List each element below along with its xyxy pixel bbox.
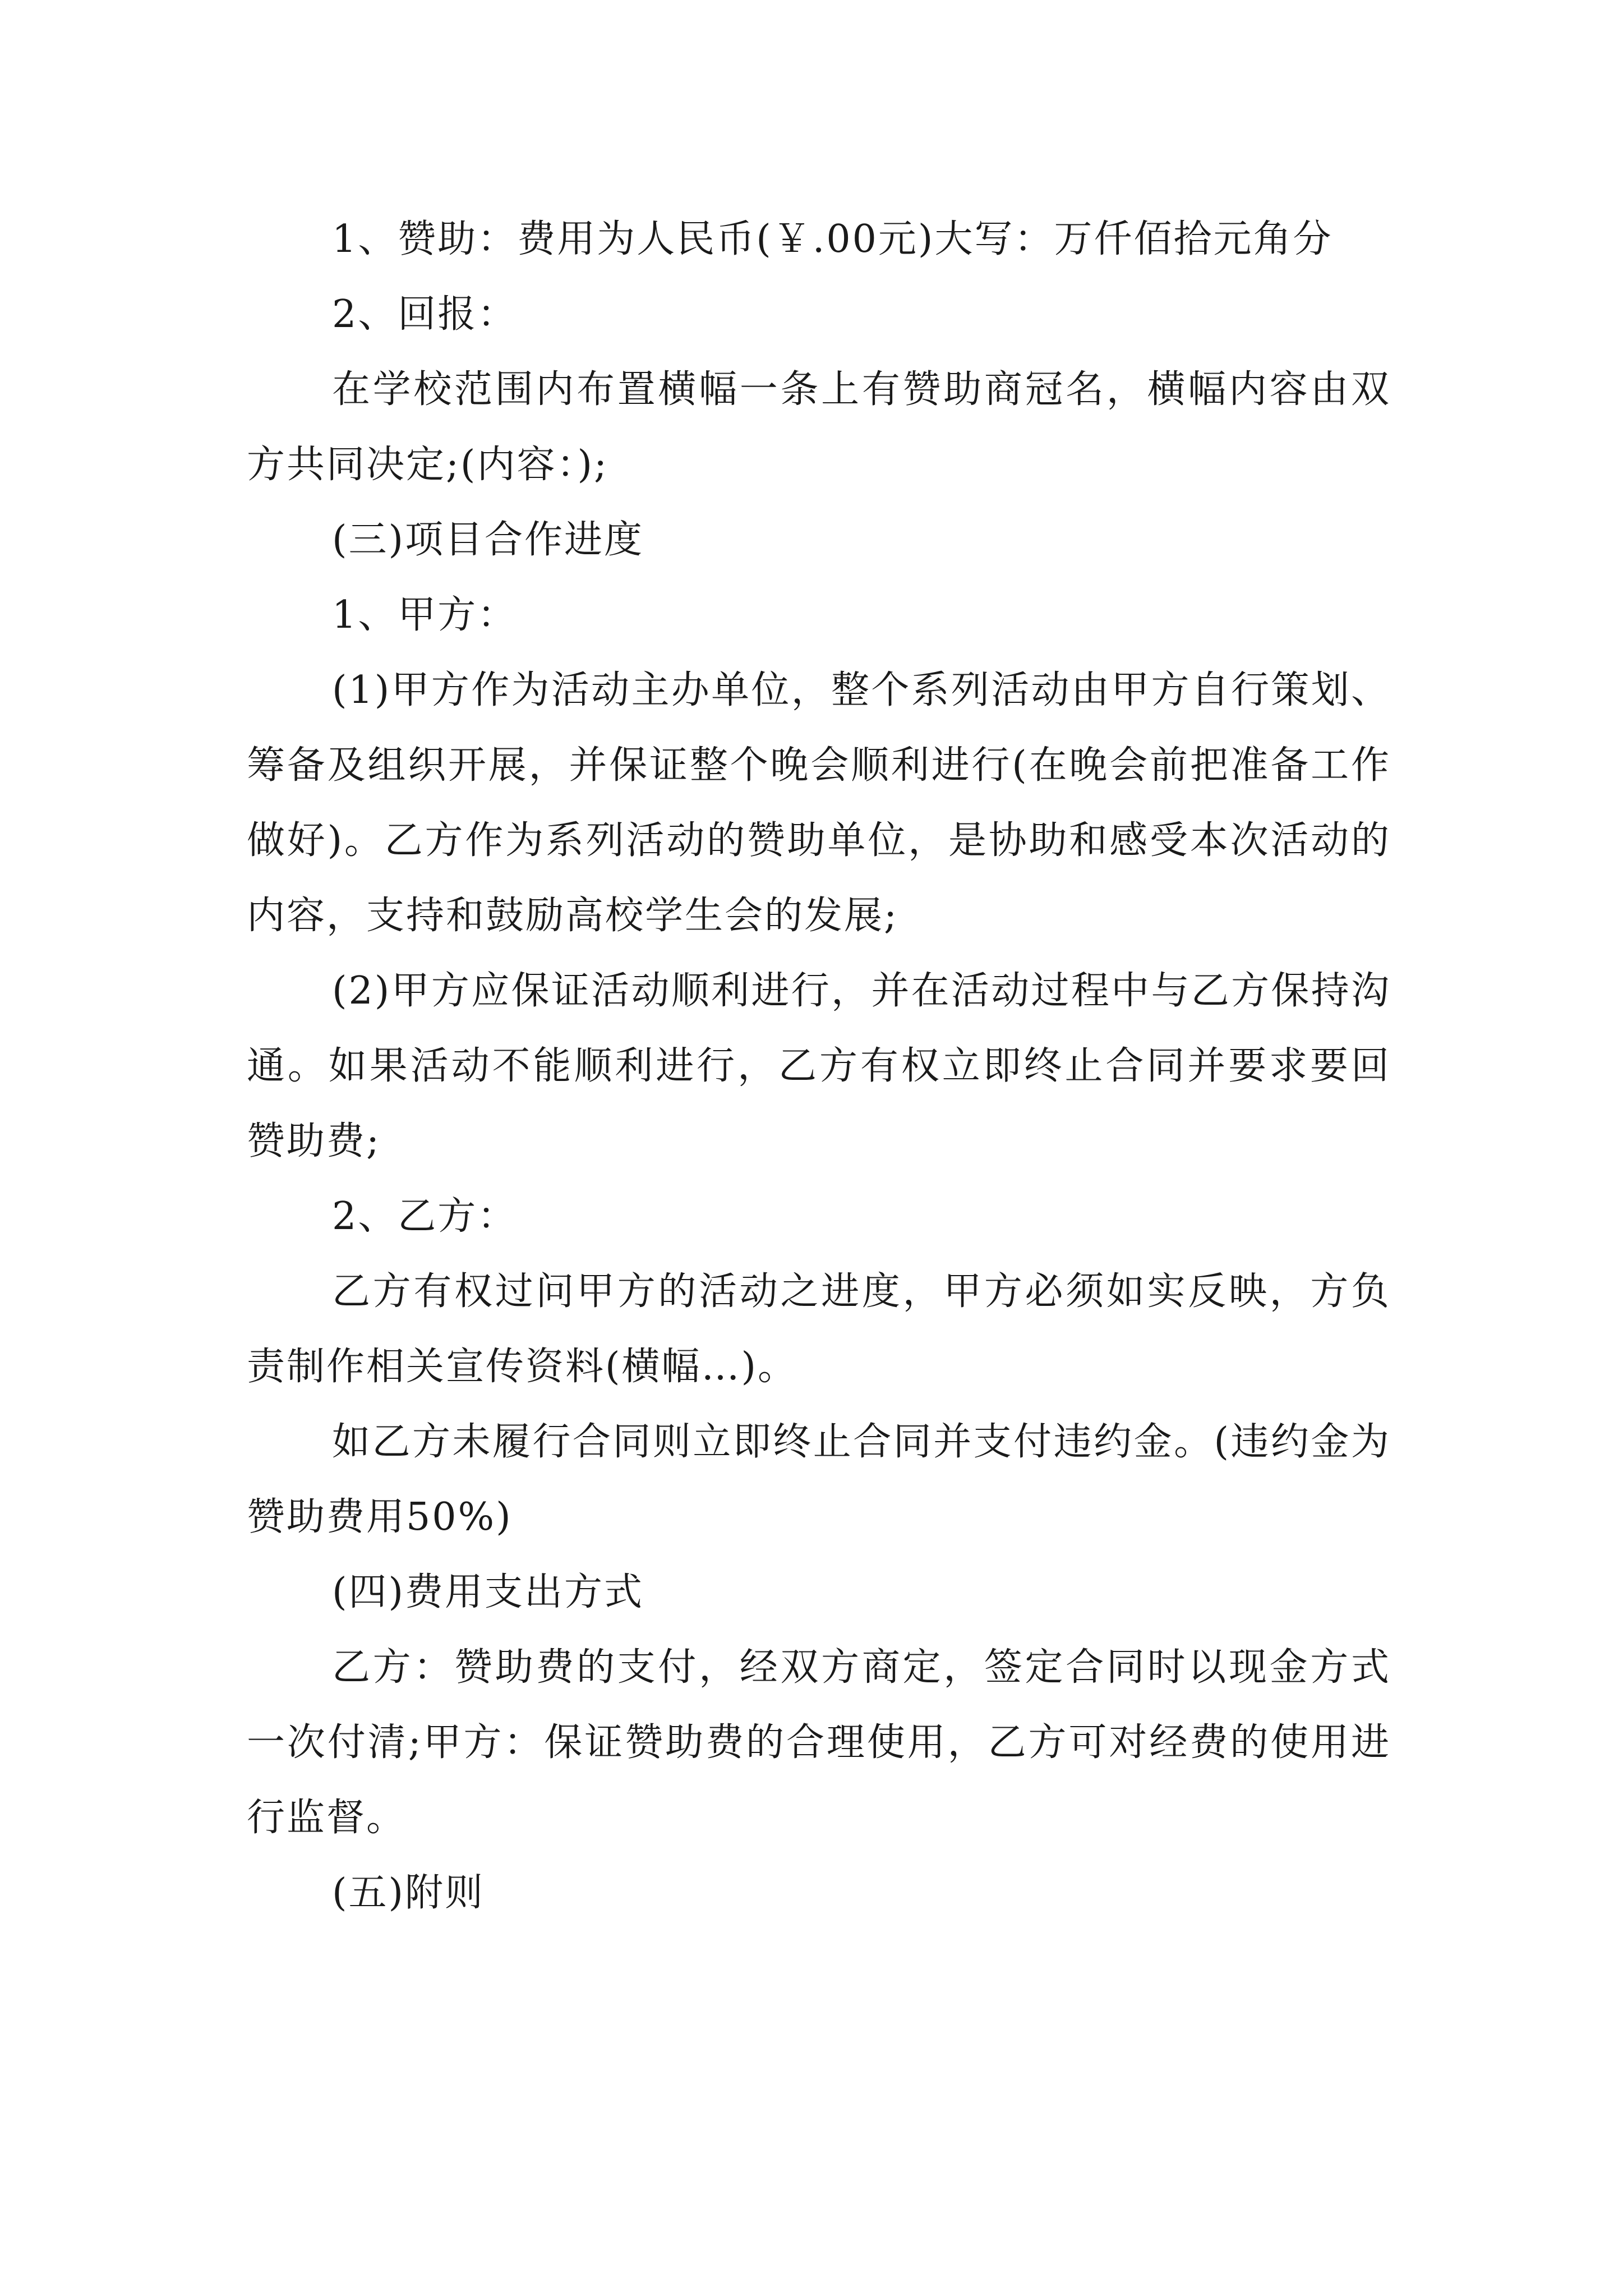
document-body <box>247 202 1391 1931</box>
paragraph-party-a-item-2: (2)甲方应保证活动顺利进行，并在活动过程中与乙方保持沟通。如果活动不能顺利进行，乙方有权立即终止合同并要求要回赞助费; <box>247 969 1391 1163</box>
section-heading-supplementary: (五)附则 <box>332 1871 485 1915</box>
paragraph-party-a-item-1: (1)甲方作为活动主办单位，整个系列活动由甲方自行策划、筹备及组织开展，并保证整个晚会顺利进行(在晚会前把准备工作做好)。乙方作为系列活动的赞助单位，是协助和感受本次活动的内容，支持和鼓励高校学生会的发展; <box>247 668 1391 938</box>
paragraph-banner: 在学校范围内布置横幅一条上有赞助商冠名，横幅内容由双方共同决定;(内容：); <box>247 367 1391 487</box>
paragraph-breach-penalty: 如乙方未履行合同则立即终止合同并支付违约金。(违约金为赞助费用50%) <box>247 1420 1391 1539</box>
section-heading-progress: (三)项目合作进度 <box>332 518 644 562</box>
paragraph-payment-terms: 乙方：赞助费的支付，经双方商定，签定合同时以现金方式一次付清;甲方：保证赞助费的合理使用，乙方可对经费的使用进行监督。 <box>247 1645 1391 1840</box>
section-heading-payment: (四)费用支出方式 <box>332 1570 644 1614</box>
paragraph-party-b-rights: 乙方有权过问甲方的活动之进度，甲方必须如实反映，方负责制作相关宣传资料(横幅…)。 <box>247 1269 1391 1389</box>
paragraph-party-b-heading: 2、乙方： <box>332 1194 518 1239</box>
paragraph-party-a-heading: 1、甲方： <box>332 593 518 637</box>
paragraph-sponsorship-fee: 1、赞助：费用为人民币(￥.00元)大写：万仟佰拾元角分 <box>332 217 1333 261</box>
paragraph-return-heading: 2、回报： <box>332 292 518 337</box>
